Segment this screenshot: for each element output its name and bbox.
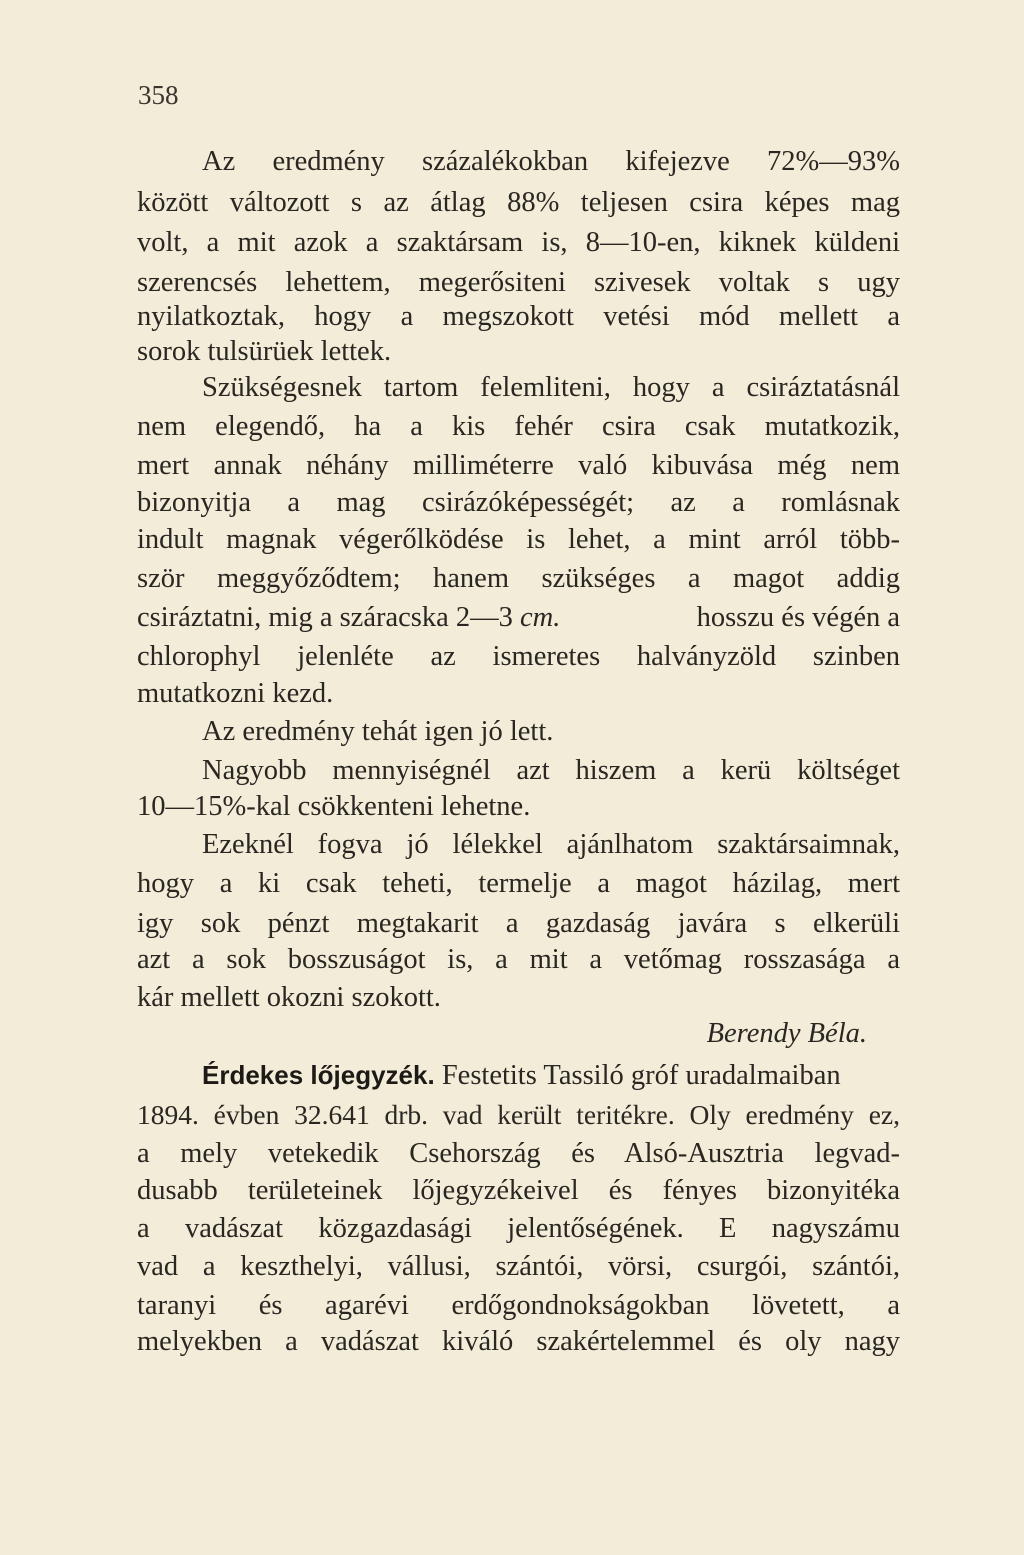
text-line: taranyi és agarévi erdőgondnokságokban lövetett, a <box>137 1290 900 1321</box>
text-line: sorok tulsürüek lettek. <box>137 336 392 367</box>
text-line <box>202 1058 900 1093</box>
text-line: a mely vetekedik Csehország és Alsó-Ausztria legvad- <box>137 1138 900 1169</box>
text-line: a vadászat közgazdasági jelentőségének. E nagyszámu <box>137 1213 900 1244</box>
text-line: szerencsés lehettem, megerősiteni szivesek voltak s ugy <box>137 267 900 298</box>
text-line: nem elegendő, ha a kis fehér csira csak mutatkozik, <box>137 411 900 442</box>
text-line: mutatkozni kezd. <box>137 678 334 709</box>
text-line: között változott s az átlag 88% teljesen csira képes mag <box>137 187 900 218</box>
text-line: bizonyitja a mag csirázóképességét; az a romlásnak <box>137 487 900 518</box>
text-line: Ezeknél fogva jó lélekkel ajánlhatom szaktársaimnak, <box>202 829 900 860</box>
text-fragment: hosszu és végén a <box>696 602 900 633</box>
text-line: hogy a ki csak teheti, termelje a magot házilag, mert <box>137 868 900 899</box>
text-line: Az eredmény százalékokban kifejezve 72%—93% <box>202 146 900 177</box>
text-fragment: Festetits Tassiló gróf uradalmaiban <box>441 1060 841 1091</box>
page-number: 358 <box>138 80 179 110</box>
text-line: Szükségesnek tartom felemliteni, hogy a csiráztatásnál <box>202 372 900 403</box>
text-line: dusabb területeinek lőjegyzékeivel és fényes bizonyitéka <box>137 1175 900 1206</box>
text-line: ször meggyőződtem; hanem szükséges a magot addig <box>137 563 900 594</box>
unit-cm: cm. <box>520 602 561 633</box>
text-line: vad a keszthelyi, vállusi, szántói, vörsi, csurgói, szántói, <box>137 1251 900 1282</box>
text-line: melyekben a vadászat kiváló szakértelemmel és oly nagy <box>137 1326 900 1357</box>
text-line: indult magnak végerőlködése is lehet, a mint arról több- <box>137 524 900 555</box>
text-line: chlorophyl jelenléte az ismeretes halványzöld szinben <box>137 641 900 672</box>
section-title: Érdekes lőjegyzék. <box>202 1060 435 1090</box>
text-line: volt, a mit azok a szaktársam is, 8—10-en, kiknek küldeni <box>137 227 900 258</box>
text-line <box>137 601 900 635</box>
text-line: kár mellett okozni szokott. <box>137 982 441 1013</box>
text-line: mert annak néhány milliméterre való kibuvása még nem <box>137 450 900 481</box>
text-line: 10—15%-kal csökkenteni lehetne. <box>137 791 531 822</box>
signature: Berendy Béla. <box>706 1018 867 1049</box>
text-line: nyilatkoztak, hogy a megszokott vetési mód mellett a <box>137 301 900 332</box>
text-line: azt a sok bosszuságot is, a mit a vetőmag rosszasága a <box>137 944 900 975</box>
text-line: igy sok pénzt megtakarit a gazdaság javára s elkerüli <box>137 908 900 939</box>
text-line: 1894. évben 32.641 drb. vad került teritékre. Oly eredmény ez, <box>137 1099 900 1130</box>
text-line: Az eredmény tehát igen jó lett. <box>202 716 554 747</box>
text-fragment: csiráztatni, mig a száracska 2—3 <box>137 602 513 633</box>
text-line: Nagyobb mennyiségnél azt hiszem a kerü költséget <box>202 755 900 786</box>
